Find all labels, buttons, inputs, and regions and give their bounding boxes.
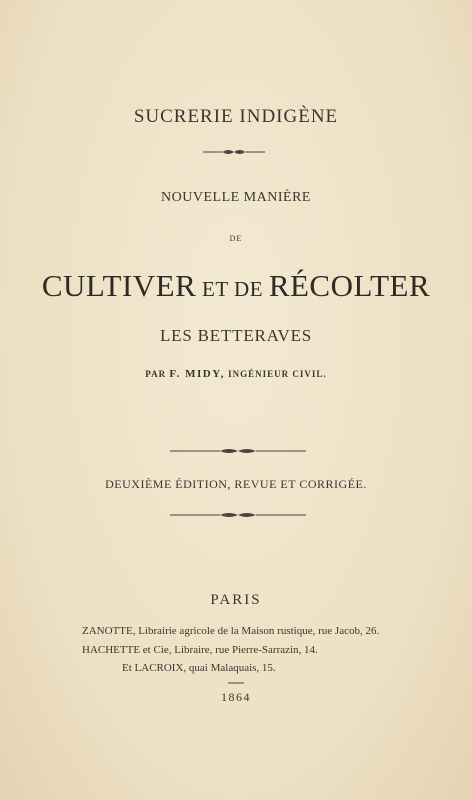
year: 1864 <box>221 690 251 704</box>
main-title-part-1: CULTIVER <box>41 268 197 303</box>
title-line-1: SUCRERIE INDIGÈNE <box>133 106 339 127</box>
title-line-3: LES BETTERAVES <box>159 326 313 345</box>
main-title-part-2: ET DE <box>196 277 269 301</box>
publisher-line: Et LACROIX, quai Malaquais, 15. <box>122 662 276 674</box>
main-title-part-3: RÉCOLTER <box>268 268 431 303</box>
ornament-rule-middle <box>170 446 306 456</box>
city: PARIS <box>210 592 262 608</box>
title-de: DE <box>229 234 243 243</box>
edition-line: DEUXIÈME ÉDITION, REVUE ET CORRIGÉE. <box>105 477 367 491</box>
ornament-rule-bottom <box>170 510 306 520</box>
author-name: F. MIDY, <box>169 368 225 380</box>
author-par: PAR <box>145 369 170 379</box>
short-rule <box>228 682 244 684</box>
main-title <box>0 268 472 304</box>
author-line <box>0 368 472 380</box>
publisher-line: ZANOTTE, Librairie agricole de la Maison rustique, rue Jacob, 26. <box>82 625 380 637</box>
publisher-line: HACHETTE et Cie, Libraire, rue Pierre-Sarrazin, 14. <box>82 644 318 656</box>
title-line-2: NOUVELLE MANIÈRE <box>161 190 311 205</box>
ornament-rule-top <box>203 147 265 157</box>
author-role: INGÉNIEUR CIVIL. <box>224 369 327 379</box>
